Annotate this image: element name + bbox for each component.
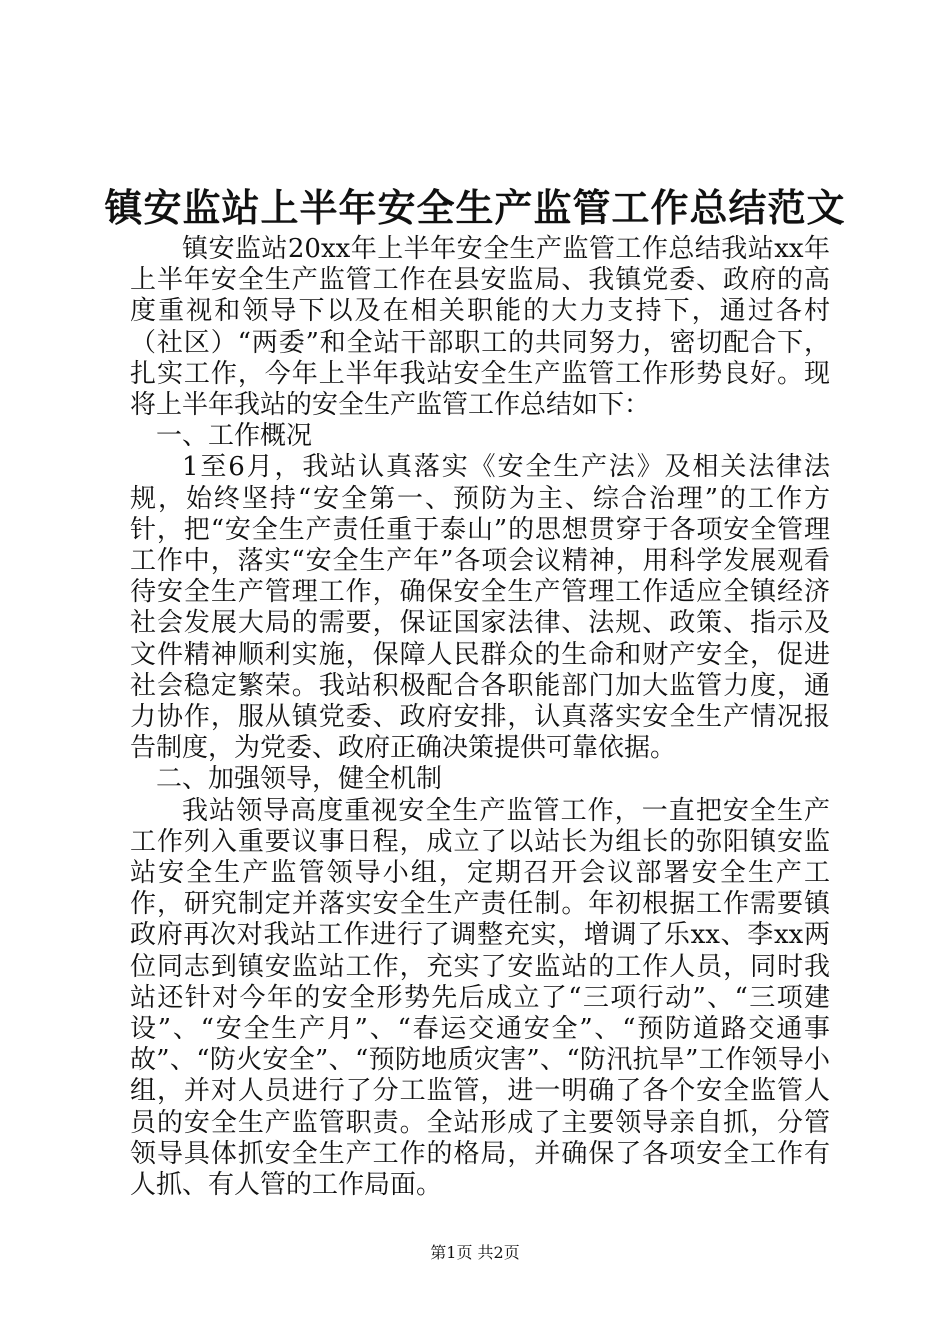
document-body [130,234,830,1201]
document-title: 镇安监站上半年安全生产监管工作总结范文 [104,186,846,230]
paragraph-intro: 镇安监站20xx年上半年安全生产监管工作总结我站xx年上半年安全生产监管工作在县安监局、我镇党委、政府的高度重视和领导下以及在相关职能的大力支持下，通过各村（社区）“两委”和全站干部职工的共同努力，密切配合下，扎实工作，今年上半年我站安全生产监管工作形势良好。现将上半年我站的安全生产监管工作总结如下： [130,234,830,421]
paragraph-leadership: 我站领导高度重视安全生产监管工作，一直把安全生产工作列入重要议事日程，成立了以站长为组长的弥阳镇安监站安全生产监管领导小组，定期召开会议部署安全生产工作，研究制定并落实安全生产责任制。年初根据工作需要镇政府再次对我站工作进行了调整充实，增调了乐xx、李xx两位同志到镇安监站工作，充实了安监站的工作人员，同时我站还针对今年的安全形势先后成立了“三项行动”、“三项建设”、“安全生产月”、“春运交通安全”、“预防道路交通事故”、“防火安全”、“预防地质灾害”、“防汛抗旱”工作领导小组，并对人员进行了分工监管，进一明确了各个安全监管人员的安全生产监管职责。全站形成了主要领导亲自抓，分管领导具体抓安全生产工作的格局，并确保了各项安全工作有人抓、有人管的工作局面。 [130,795,830,1201]
section-heading-overview: 一、工作概况 [156,421,313,452]
page-number-footer: 第1页 共2页 [430,1243,520,1262]
paragraph-overview: 1至6月，我站认真落实《安全生产法》及相关法律法规，始终坚持“安全第一、预防为主、综合治理”的工作方针，把“安全生产责任重于泰山”的思想贯穿于各项安全管理工作中，落实“安全生产年”各项会议精神，用科学发展观看待安全生产管理工作，确保安全生产管理工作适应全镇经济社会发展大局的需要，保证国家法律、法规、政策、指示及文件精神顺利实施，保障人民群众的生命和财产安全，促进社会稳定繁荣。我站积极配合各职能部门加大监管力度，通力协作，服从镇党委、政府安排，认真落实安全生产情况报告制度，为党委、政府正确决策提供可靠依据。 [130,452,830,764]
section-heading-leadership: 二、加强领导，健全机制 [156,764,443,795]
